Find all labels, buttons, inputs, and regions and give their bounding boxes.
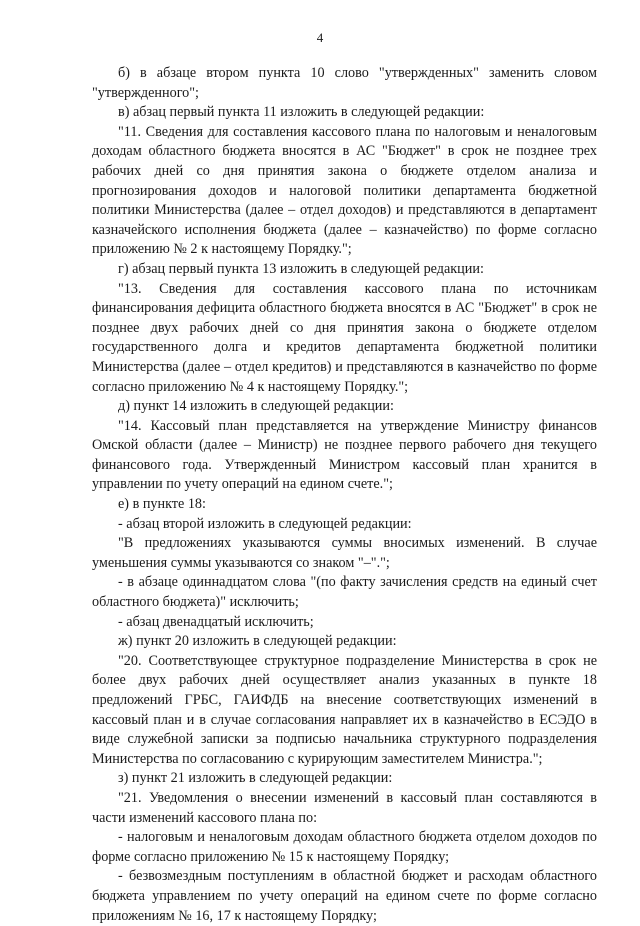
- paragraph: "В предложениях указываются суммы вносимых изменений. В случае уменьшения суммы указываются со знаком "–".";: [92, 535, 597, 571]
- paragraph: г) абзац первый пункта 13 изложить в следующей редакции:: [118, 260, 484, 277]
- paragraph: "14. Кассовый план представляется на утверждение Министру финансов Омской области (далее – Министр) не позднее первого рабочего дня текущего финансового года. Утвержденный Министром кассовый план хранится в управлении по учету операций на едином счете.";: [92, 417, 597, 493]
- paragraph: - безвозмездным поступлениям в областной бюджет и расходам областного бюджета управлением по учету операций на едином счете по форме согласно приложениям № 16, 17 к настоящему Порядку;: [92, 868, 597, 924]
- paragraph: е) в пункте 18:: [118, 496, 206, 513]
- paragraph: ж) пункт 20 изложить в следующей редакции:: [118, 633, 397, 650]
- paragraph: "13. Сведения для составления кассового плана по источникам финансирования дефицита областного бюджета вносятся в АС "Бюджет" в срок не позднее двух рабочих дней со дня принятия закона о бюджете отделом государственного долга и кредитов департамента бюджетной политики Министерства (далее – отдел кредитов) и представляются в казначейство по форме согласно приложению № 4 к настоящему Порядку.";: [92, 280, 597, 395]
- document-body: [92, 64, 597, 926]
- paragraph: д) пункт 14 изложить в следующей редакции:: [118, 398, 394, 415]
- paragraph: - абзац второй изложить в следующей редакции:: [118, 515, 412, 532]
- paragraph: - налоговым и неналоговым доходам областного бюджета отделом доходов по форме согласно приложению № 15 к настоящему Порядку;: [92, 829, 597, 865]
- paragraph: "20. Соответствующее структурное подразделение Министерства в срок не более двух рабочих дней осуществляет анализ указанных в пункте 18 предложений ГРБС, ГАИФДБ на внесение соответствующих изменений в кассовый план и в случае согласования направляет их в казначейство в ЕСЭДО в виде служебной записки за подписью начальника структурного подразделения Министерства по согласованию с курирующим заместителем Министра.";: [92, 652, 597, 767]
- paragraph: - абзац двенадцатый исключить;: [118, 613, 314, 630]
- page-number: 4: [316, 30, 324, 45]
- paragraph: б) в абзаце втором пункта 10 слово "утвержденных" заменить словом "утвержденного";: [92, 65, 597, 101]
- paragraph: з) пункт 21 изложить в следующей редакции:: [118, 770, 393, 787]
- paragraph: "11. Сведения для составления кассового плана по налоговым и неналоговым доходам областного бюджета вносятся в АС "Бюджет" в срок не позднее трех рабочих дней со дня принятия закона о бюджете отделом анализа и прогнозирования доходов и налоговой политики департамента бюджетной политики Министерства (далее – отдел доходов) и представляются в департамент казначейского исполнения бюджета (далее – казначейство) по форме согласно приложению № 2 к настоящему Порядку.";: [92, 123, 597, 258]
- paragraph: - в абзаце одиннадцатом слова "(по факту зачисления средств на единый счет областного бюджета)" исключить;: [92, 574, 597, 611]
- paragraph: в) абзац первый пункта 11 изложить в следующей редакции:: [118, 104, 485, 121]
- paragraph: "21. Уведомления о внесении изменений в кассовый план составляются в части изменений кассового плана по:: [92, 789, 597, 826]
